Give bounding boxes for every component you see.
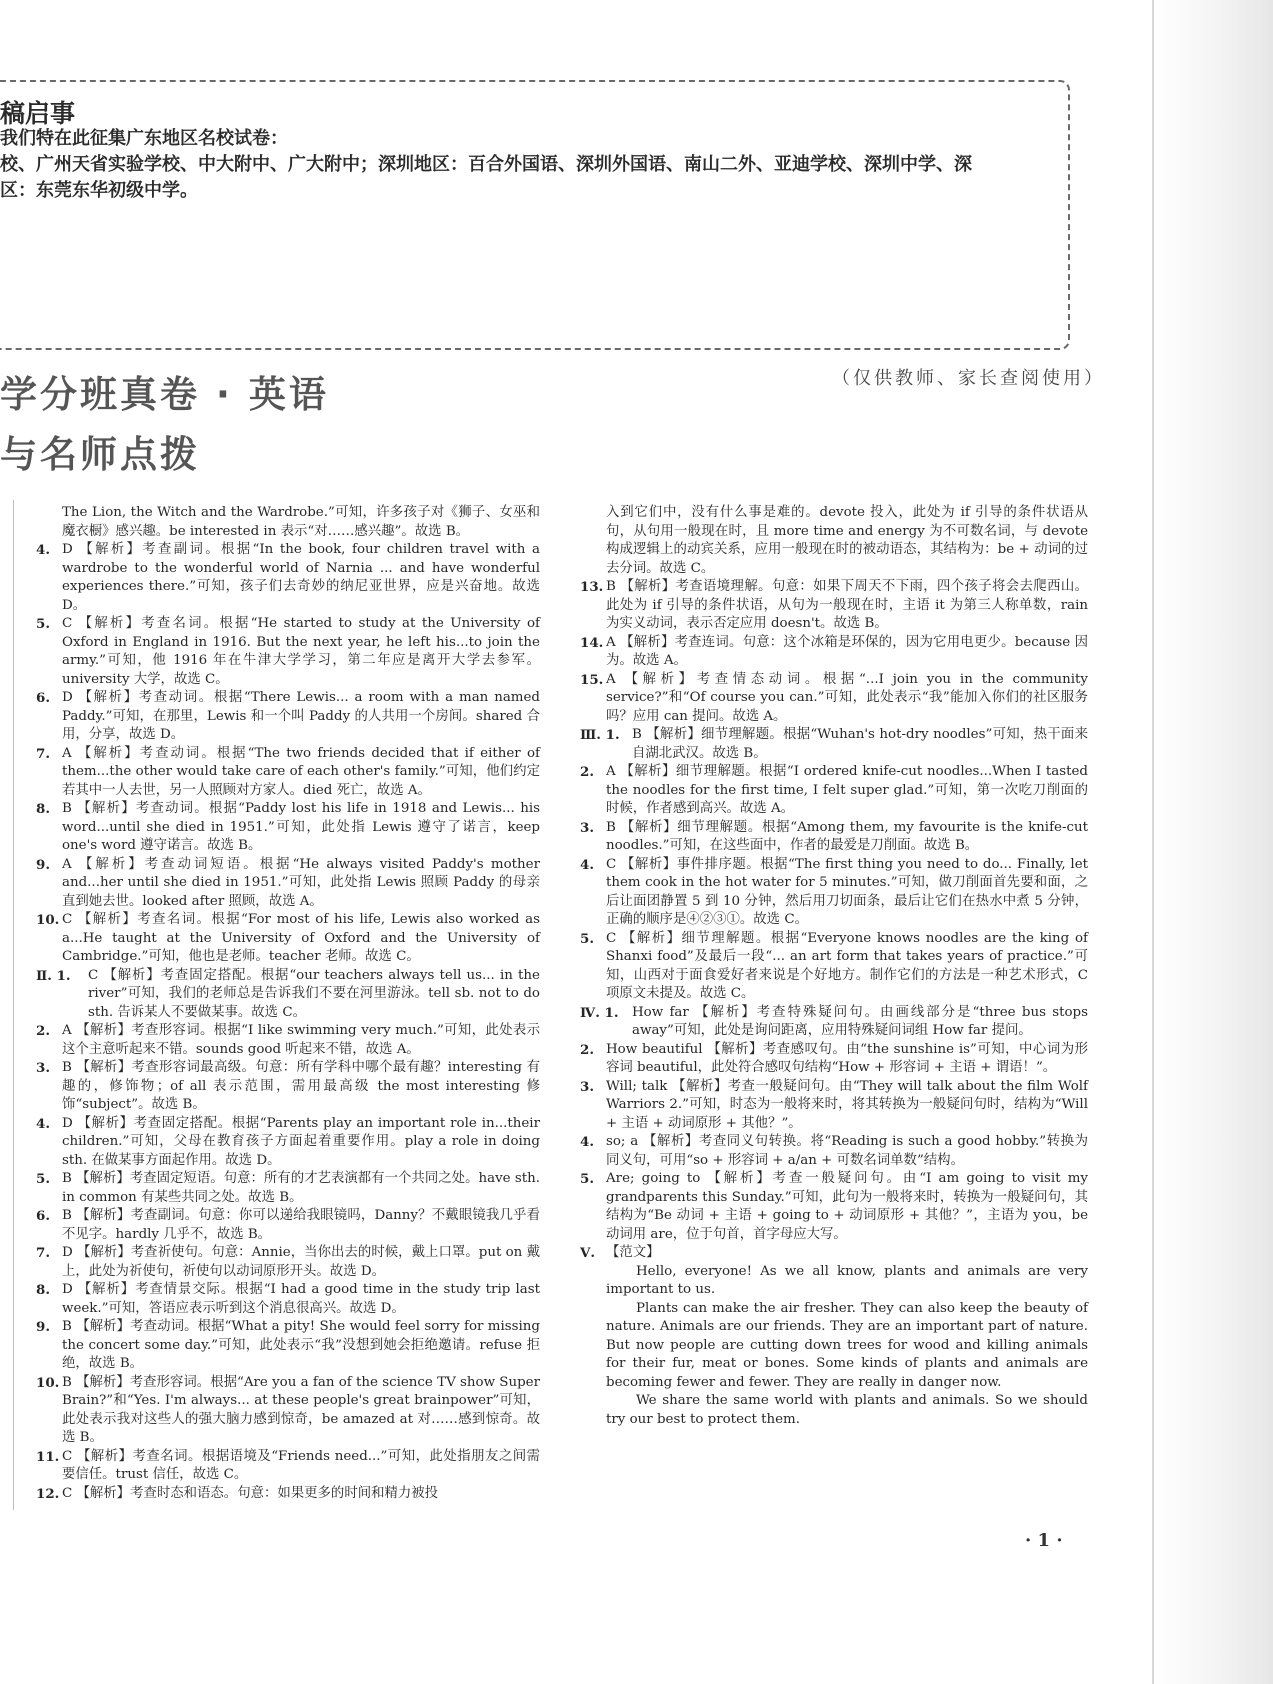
answer-number: 5. — [36, 616, 50, 632]
answer-text: A 【解析】细节理解题。根据“I ordered knife-cut noodles...When I tasted the noodles for the first time, I felt super glad.”可知，第一次吃刀削面的时候，作者感到高兴。故选 A。 — [606, 764, 1088, 816]
answer-item — [580, 1078, 1088, 1134]
notice-line-3: 区：东莞东华初级中学。 — [0, 180, 198, 201]
answer-text: C 【解析】事件排序题。根据“The first thing you need to do... Finally, let them cook in the hot water for 5 minutes.”可知，做刀削面首先要和面，之后让面团静置 5 到 10 分钟，然后用刀切面条，最后让它们在热水中煮 5 分钟，正确的顺序是④②③①。故选 C。 — [606, 856, 1088, 927]
answer-item — [36, 856, 540, 912]
answer-text: D 【解析】考查情景交际。根据“I had a good time in the study trip last week.”可知，答语应表示听到这个消息很高兴。故选 D。 — [62, 1282, 540, 1316]
answer-number: 8. — [36, 801, 50, 817]
answer-item — [580, 634, 1088, 671]
answer-number: Ⅳ. 1. — [580, 1004, 619, 1021]
answer-item — [36, 541, 540, 615]
answer-item — [580, 1133, 1088, 1170]
answer-number: 3. — [36, 1060, 50, 1076]
answer-number: 15. — [580, 671, 604, 688]
answer-text: Will; talk 【解析】考查一般疑问句。由“They will talk about the film Wolf Warriors 2.”可知，时态为一般将来时，将其转换为一般疑问句时，结构为“Will + 主语 + 动词原形 + 其他？”。 — [606, 1078, 1088, 1131]
answer-text: The Lion, the Witch and the Wardrobe.”可知，许多孩子对《狮子、女巫和魔衣橱》感兴趣。be interested in 表示“对……感兴趣”。故选 B。 — [62, 505, 540, 539]
answer-text: A 【解析】考查动词。根据“The two friends decided that if either of them...the other would take care of each other's family.”可知，他们约定若其中一人去世，另一人照顾对方家人。died 死亡，故选 A。 — [62, 745, 540, 798]
answer-number: 4. — [580, 856, 594, 873]
answer-text: D 【解析】考查祈使句。句意：Annie，当你出去的时候，戴上口罩。put on 戴上，此处为祈使句，祈使句以动词原形开头。故选 D。 — [62, 1245, 540, 1279]
answer-item — [580, 763, 1088, 819]
page-edge-shadow — [1153, 0, 1273, 1684]
notice-line-2: 校、广州天省实验学校、中大附中、广大附中；深圳地区：百合外国语、深圳外国语、南山二外、亚迪学校、深圳中学、深 — [0, 154, 972, 175]
answer-text: C 【解析】考查名词。根据语境及“Friends need...”可知，此处指朋友之间需要信任。trust 信任，故选 C。 — [62, 1448, 540, 1482]
answer-text: B 【解析】考查形容词最高级。句意：所有学科中哪个最有趣？interesting 有趣的，修饰物；of all 表示范围，需用最高级 the most interesting 修饰“subject”。故选 B。 — [62, 1060, 540, 1112]
notice-line-1: 我们特在此征集广东地区名校试卷： — [0, 128, 288, 149]
answer-number: 4. — [36, 542, 50, 558]
answer-text: C 【解析】细节理解题。根据“Everyone knows noodles are the king of Shanxi food”及最后一段“... an art form that takes years of practice.”可知，山西对于面食爱好者来说是个好地方。制作它们的方法是一种艺术形式，C 项原文未提及。故选 C。 — [606, 930, 1088, 1001]
answer-number: 4. — [580, 1134, 594, 1150]
answer-text: A 【解析】考查形容词。根据“I like swimming very much.”可知，此处表示这个主意听起来不错。sounds good 听起来不错，故选 A。 — [62, 1023, 540, 1057]
model-essay — [580, 1263, 1088, 1430]
answer-text: D 【解析】考查副词。根据“In the book, four children travel with a wardrobe to the wonderful world of Narnia ... and have wonderful experiences there.”可知，孩子们去奇妙的纳尼亚世界，应是兴奋地。故选 D。 — [62, 542, 540, 613]
answer-text: C 【解析】考查名词。根据“For most of his life, Lewis also worked as a...He taught at the University of Oxford and the University of Cambridge.”可知，他也是老师。teacher 老师。故选 C。 — [62, 912, 540, 964]
answer-text: D 【解析】考查固定搭配。根据“Parents play an important role in...their children.”可知，父母在教育孩子方面起着重要作用。play a role in doing sth. 在做某事方面起作用。故选 D。 — [62, 1115, 540, 1168]
answer-number: 7. — [36, 745, 50, 762]
right-column — [580, 504, 1088, 1429]
answer-number: 13. — [580, 579, 604, 595]
answer-number: 6. — [36, 690, 50, 706]
answer-item — [36, 745, 540, 801]
answer-item — [36, 800, 540, 856]
answer-text: B 【解析】考查固定短语。句意：所有的才艺表演都有一个共同之处。have sth. in common 有某些共同之处。故选 B。 — [62, 1171, 540, 1205]
answer-number: 3. — [580, 819, 594, 836]
answer-item — [36, 1374, 540, 1448]
answer-text: A 【解析】考查情态动词。根据“...I join you in the community service?”和“Of course you can.”可知，此处表示“我”能加入你们的社区服务吗？应用 can 提问。故选 A。 — [606, 671, 1088, 724]
answer-text: 入到它们中，没有什么事是难的。devote 投入，此处为 if 引导的条件状语从句，从句用一般现在时，且 more time and energy 为不可数名词，与 devote 构成逻辑上的动宾关系，应用一般现在时的被动语态，其结构为：be + 动词的过去分词。故选 C。 — [606, 505, 1088, 576]
answer-text: Are; going to 【解析】考查一般疑问句。由“I am going to visit my grandparents this Sunday.”可知，此句为一般将来时，转换为一般疑问句，其结构为“Be 动词 + 主语 + going to + 动词原形 + 其他？”，主语为 you，be 动词用 are，位于句首，首字母应大写。 — [606, 1171, 1088, 1242]
answer-text: D 【解析】考查动词。根据“There Lewis... a room with a man named Paddy.”可知，在那里，Lewis 和一个叫 Paddy 的人共用一个房间。shared 合用，分享，故选 D。 — [62, 690, 540, 742]
essay-paragraph: We share the same world with plants and animals. So we should try our best to protect them. — [606, 1393, 1088, 1427]
answer-text: so; a 【解析】考查同义句转换。将“Reading is such a good hobby.”转换为同义句，可用“so + 形容词 + a/an + 可数名词单数”结构。 — [606, 1134, 1088, 1168]
answer-item — [36, 1059, 540, 1115]
answer-number: 5. — [36, 1171, 50, 1187]
answer-item — [36, 1022, 540, 1059]
answer-text: B 【解析】考查语境理解。句意：如果下周天不下雨，四个孩子将会去爬西山。此处为 if 引导的条件状语，从句为一般现在时，主语 it 为第三人称单数，rain 为实义动词，表示否定应用 doesn't。故选 B。 — [606, 579, 1088, 631]
answer-item — [36, 615, 540, 689]
answer-number: 12. — [36, 1485, 60, 1502]
column-rule — [13, 500, 14, 1510]
answer-item — [580, 671, 1088, 727]
answer-text: C 【解析】考查名词。根据“He started to study at the University of Oxford in England in 1916. But the next year, he left his...to join the army.”可知，他 1916 年在牛津大学学习，第二年应是离开大学去参军。university 大学，故选 C。 — [62, 616, 540, 687]
answer-item — [36, 967, 540, 1023]
answer-text: C 【解析】考查时态和语态。句意：如果更多的时间和精力被投 — [62, 1485, 439, 1501]
page-title: 学分班真卷 · 英语 — [0, 373, 329, 416]
usage-note: （仅供教师、家长查阅使用） — [832, 368, 1105, 389]
answer-item — [580, 504, 1088, 578]
answer-number: 14. — [580, 634, 604, 651]
left-column — [36, 504, 540, 1503]
answer-item — [580, 578, 1088, 634]
answer-text: How far 【解析】考查特殊疑问句。由画线部分是“three bus stops away”可知，此处是询问距离，应用特殊疑问词组 How far 提问。 — [632, 1004, 1088, 1038]
answer-text: B 【解析】考查动词。根据“What a pity! She would feel sorry for missing the concert some day.”可知，此处表示“我”没想到她会拒绝邀请。refuse 拒绝，故选 B。 — [62, 1319, 540, 1371]
answer-number: 11. — [36, 1448, 60, 1465]
answer-item — [580, 726, 1088, 763]
page-subtitle: 与名师点拨 — [0, 433, 200, 476]
answer-number: Ⅱ. 1. — [36, 967, 71, 984]
answer-number: 9. — [36, 856, 50, 873]
answer-item — [580, 1244, 1088, 1263]
answer-number: 10. — [36, 1374, 60, 1391]
answer-text: A 【解析】考查连词。句意：这个冰箱是环保的，因为它用电更少。because 因为。故选 A。 — [606, 634, 1088, 668]
answer-text: B 【解析】考查形容词。根据“Are you a fan of the science TV show Super Brain?”和“Yes. I'm always... at these people's great brainpower”可知，此处表示我对这些人的强大脑力感到惊奇，be amazed at 对……感到惊奇。故选 B。 — [62, 1374, 540, 1445]
answer-item — [36, 689, 540, 745]
answer-item — [580, 819, 1088, 856]
answer-item — [36, 1207, 540, 1244]
answer-item — [580, 856, 1088, 930]
answer-item — [36, 1485, 540, 1504]
answer-item — [36, 1115, 540, 1171]
answer-item — [580, 930, 1088, 1004]
answer-number: 2. — [580, 764, 594, 780]
answer-number: Ⅲ. 1. — [580, 727, 620, 743]
answer-text: B 【解析】细节理解题。根据“Wuhan's hot-dry noodles”可知，热干面来自湖北武汉。故选 B。 — [632, 727, 1088, 761]
page-number: · 1 · — [1025, 1530, 1063, 1551]
essay-paragraph: Hello, everyone! As we all know, plants and animals are very important to us. — [606, 1263, 1088, 1297]
page-edge-line — [1152, 0, 1154, 1684]
notice-title: 稿启事 — [0, 99, 76, 128]
answer-item — [36, 1318, 540, 1374]
answer-number: 5. — [580, 1171, 594, 1187]
answer-number: 8. — [36, 1282, 50, 1298]
answer-text: C 【解析】考查固定搭配。根据“our teachers always tell us... in the river”可知，我们的老师总是告诉我们不要在河里游泳。tell sb. not to do sth. 告诉某人不要做某事。故选 C。 — [88, 967, 540, 1020]
answer-item — [580, 1170, 1088, 1244]
answer-number: 2. — [580, 1041, 594, 1058]
answer-item — [36, 1244, 540, 1281]
answer-text: B 【解析】细节理解题。根据“Among them, my favourite is the knife-cut noodles.”可知，在这些面中，作者的最爱是刀削面。故选 B。 — [606, 819, 1088, 853]
answer-number: 5. — [580, 930, 594, 947]
answer-number: 10. — [36, 912, 60, 928]
answer-text: A 【解析】考查动词短语。根据“He always visited Paddy's mother and...her until she died in 1951.”可知，此处指 Lewis 照顾 Paddy 的母亲直到她去世。looked after 照顾，故选 A。 — [62, 856, 540, 909]
answer-item — [36, 1281, 540, 1318]
answer-item — [36, 1448, 540, 1485]
essay-paragraph: Plants can make the air fresher. They can also keep the beauty of nature. Animals are our friends. They are an important part of nature. But now people are cutting down trees for wood and killing animals for their fur, meat or bones. Some kinds of plants and animals are becoming fewer and fewer. They are really in danger now. — [606, 1300, 1088, 1390]
answer-number: 6. — [36, 1208, 50, 1224]
answer-item — [580, 1041, 1088, 1078]
answer-item — [36, 911, 540, 967]
answer-number: Ⅴ. — [580, 1245, 596, 1261]
answer-number: 3. — [580, 1078, 594, 1095]
answer-number: 7. — [36, 1245, 50, 1261]
answer-text: 【范文】 — [606, 1245, 660, 1260]
answer-text: B 【解析】考查动词。根据“Paddy lost his life in 1918 and Lewis... his word...until she died in 1951.”可知，此处指 Lewis 遵守了诺言，keep one's word 遵守诺言。故选 B。 — [62, 801, 540, 853]
answer-item — [36, 504, 540, 541]
answer-text: How beautiful 【解析】考查感叹句。由“the sunshine is”可知，中心词为形容词 beautiful，此处符合感叹句结构“How + 形容词 + 主语 + 谓语！”。 — [606, 1041, 1088, 1075]
answer-number: 4. — [36, 1115, 50, 1132]
answer-item — [36, 1170, 540, 1207]
answer-item — [580, 1004, 1088, 1041]
answer-number: 9. — [36, 1319, 50, 1335]
answer-text: B 【解析】考查副词。句意：你可以递给我眼镜吗，Danny？不戴眼镜我几乎看不见字。hardly 几乎不，故选 B。 — [62, 1208, 540, 1242]
answer-number: 2. — [36, 1023, 50, 1039]
notice-box — [0, 80, 1070, 350]
